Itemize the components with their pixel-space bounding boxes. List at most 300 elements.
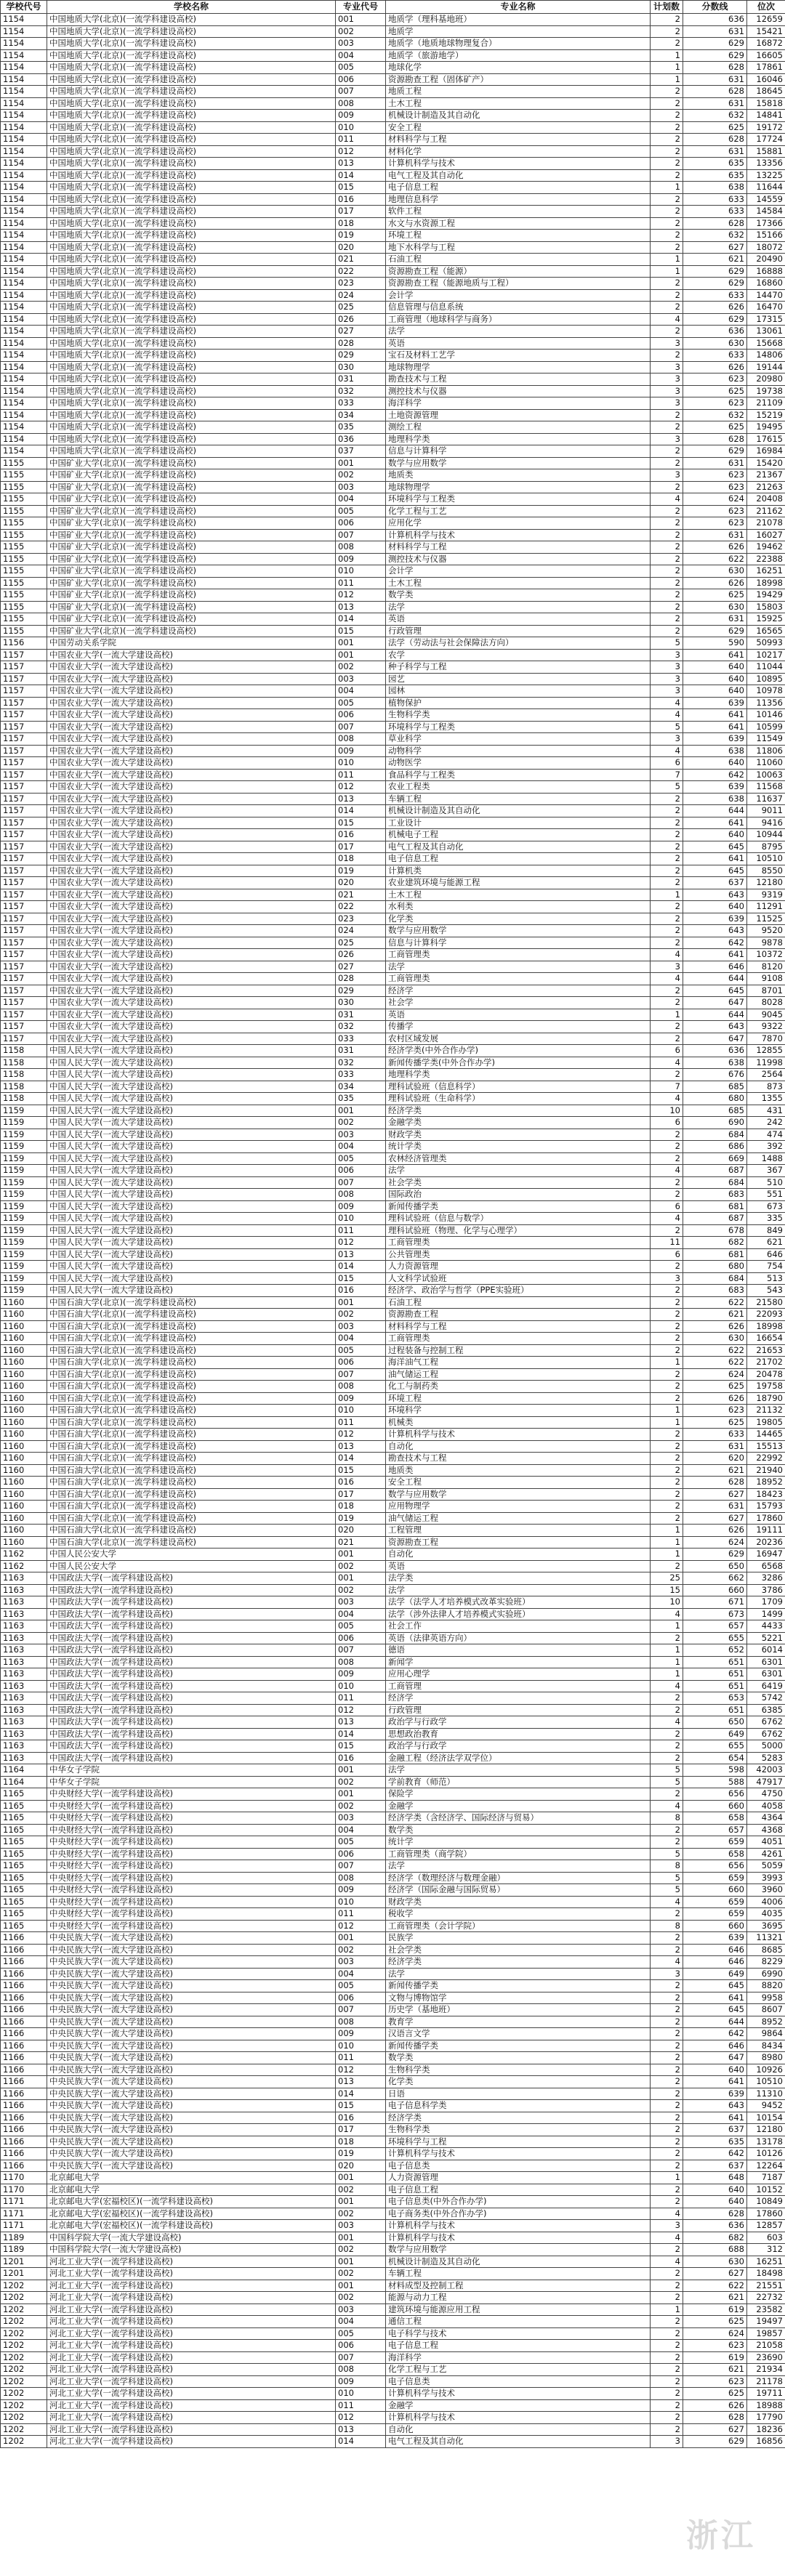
plan-count-cell: 2	[651, 793, 683, 805]
plan-count-cell: 2	[651, 1069, 683, 1081]
plan-count-cell: 5	[651, 1848, 683, 1860]
table-row	[1, 2351, 785, 2364]
school-code-cell: 1166	[1, 1980, 47, 1992]
major-code-cell: 005	[336, 697, 386, 709]
table-row	[1, 326, 785, 338]
plan-count-cell: 2	[651, 1944, 683, 1956]
table-row	[1, 302, 785, 314]
score-line-cell: 660	[683, 1584, 747, 1596]
rank-cell: 18988	[747, 2399, 785, 2412]
table-row	[1, 1189, 785, 1201]
plan-count-cell: 1	[651, 265, 683, 278]
score-line-cell: 622	[683, 1344, 747, 1357]
score-line-cell: 681	[683, 1248, 747, 1261]
school-name-cell: 河北工业大学(一流学科建设高校)	[47, 2388, 336, 2400]
major-name-cell: 自动化	[386, 2423, 651, 2436]
major-name-cell: 资源勘查工程（固体矿产）	[386, 73, 651, 86]
score-line-cell: 626	[683, 577, 747, 589]
score-line-cell: 628	[683, 433, 747, 445]
school-code-cell: 1165	[1, 1812, 47, 1825]
school-name-cell: 中央民族大学(一流大学建设高校)	[47, 2064, 336, 2076]
school-name-cell: 中国地质大学(北京)(一流学科建设高校)	[47, 217, 336, 230]
rank-cell: 6385	[747, 1704, 785, 1716]
school-code-cell: 1202	[1, 2436, 47, 2448]
school-name-cell: 中央民族大学(一流大学建设高校)	[47, 2112, 336, 2124]
major-code-cell: 010	[336, 121, 386, 134]
rank-cell: 9011	[747, 805, 785, 817]
school-name-cell: 中国地质大学(北京)(一流学科建设高校)	[47, 206, 336, 218]
table-row	[1, 206, 785, 218]
major-code-cell: 019	[336, 1512, 386, 1525]
major-name-cell: 经济学、政治学与哲学（PPE实验班）	[386, 1285, 651, 1297]
rank-cell: 20236	[747, 1536, 785, 1549]
score-line-cell: 640	[683, 757, 747, 770]
major-name-cell: 材料科学与工程	[386, 134, 651, 146]
plan-count-cell: 4	[651, 1093, 683, 1105]
major-code-cell: 020	[336, 1525, 386, 1537]
school-code-cell: 1163	[1, 1716, 47, 1729]
rank-cell: 15818	[747, 97, 785, 110]
table-row	[1, 1392, 785, 1405]
table-row	[1, 1429, 785, 1441]
rank-cell: 9108	[747, 973, 785, 985]
school-code-cell: 1160	[1, 1429, 47, 1441]
score-line-cell: 683	[683, 1285, 747, 1297]
major-code-cell: 003	[336, 1596, 386, 1609]
plan-count-cell: 2	[651, 2388, 683, 2400]
score-line-cell: 621	[683, 2364, 747, 2376]
rank-cell: 10944	[747, 829, 785, 841]
school-name-cell: 中国石油大学(北京)(一流学科建设高校)	[47, 1296, 336, 1309]
major-code-cell: 010	[336, 1405, 386, 1417]
major-name-cell: 新闻传播学类	[386, 1200, 651, 1213]
major-code-cell: 007	[336, 721, 386, 733]
table-row	[1, 1932, 785, 1945]
school-code-cell: 1165	[1, 1920, 47, 1932]
school-name-cell: 中央财经大学(一流学科建设高校)	[47, 1848, 336, 1860]
rank-cell: 13178	[747, 2136, 785, 2148]
school-code-cell: 1155	[1, 457, 47, 469]
table-row	[1, 2040, 785, 2052]
school-code-cell: 1154	[1, 14, 47, 26]
table-body	[1, 14, 785, 2448]
school-name-cell: 中国矿业大学(北京)(一流学科建设高校)	[47, 601, 336, 613]
school-name-cell: 中国石油大学(北京)(一流学科建设高校)	[47, 1488, 336, 1501]
rank-cell: 19495	[747, 421, 785, 434]
table-row	[1, 2436, 785, 2448]
school-code-cell: 1159	[1, 1248, 47, 1261]
major-code-cell: 005	[336, 1152, 386, 1165]
school-name-cell: 中央财经大学(一流学科建设高校)	[47, 1884, 336, 1897]
table-row	[1, 1381, 785, 1393]
score-line-cell: 684	[683, 1128, 747, 1141]
major-name-cell: 环境工程	[386, 1392, 651, 1405]
score-line-cell: 671	[683, 1596, 747, 1609]
plan-count-cell: 4	[651, 697, 683, 709]
rank-cell: 11060	[747, 757, 785, 770]
major-code-cell: 015	[336, 1464, 386, 1477]
score-line-cell: 623	[683, 397, 747, 410]
rank-cell: 8685	[747, 1944, 785, 1956]
score-line-cell: 628	[683, 1477, 747, 1489]
school-name-cell: 中国地质大学(北京)(一流学科建设高校)	[47, 25, 336, 38]
score-line-cell: 626	[683, 2399, 747, 2412]
major-name-cell: 电子信息类	[386, 2160, 651, 2172]
score-line-cell: 658	[683, 1848, 747, 1860]
rank-cell: 18236	[747, 2423, 785, 2436]
score-line-cell: 656	[683, 1788, 747, 1801]
plan-count-cell: 2	[651, 1368, 683, 1381]
plan-count-cell: 4	[651, 1165, 683, 1177]
table-row	[1, 2232, 785, 2244]
rank-cell: 474	[747, 1128, 785, 1141]
score-line-cell: 637	[683, 2124, 747, 2136]
school-name-cell: 中央民族大学(一流大学建设高校)	[47, 2016, 336, 2028]
school-name-cell: 中央民族大学(一流大学建设高校)	[47, 2100, 336, 2112]
school-code-cell: 1159	[1, 1213, 47, 1225]
school-name-cell: 中国人民大学(一流大学建设高校)	[47, 1045, 336, 1057]
plan-count-cell: 2	[651, 913, 683, 925]
plan-count-cell: 10	[651, 1596, 683, 1609]
major-code-cell: 011	[336, 1692, 386, 1705]
score-line-cell: 681	[683, 1200, 747, 1213]
school-code-cell: 1165	[1, 1872, 47, 1884]
score-line-cell: 624	[683, 1368, 747, 1381]
plan-count-cell: 5	[651, 1884, 683, 1897]
school-code-cell: 1154	[1, 169, 47, 182]
major-name-cell: 测绘工程	[386, 421, 651, 434]
major-name-cell: 地质类	[386, 1464, 651, 1477]
table-row	[1, 254, 785, 266]
rank-cell: 367	[747, 1165, 785, 1177]
rank-cell: 20980	[747, 374, 785, 386]
rank-cell: 673	[747, 1200, 785, 1213]
major-code-cell: 003	[336, 1956, 386, 1969]
major-name-cell: 税收学	[386, 1908, 651, 1921]
score-line-cell: 641	[683, 2112, 747, 2124]
table-row	[1, 1344, 785, 1357]
header-major-name: 专业名称	[386, 1, 651, 14]
table-row	[1, 73, 785, 86]
score-line-cell: 626	[683, 1392, 747, 1405]
table-row	[1, 1752, 785, 1764]
score-line-cell: 639	[683, 1932, 747, 1945]
score-line-cell: 643	[683, 2100, 747, 2112]
score-line-cell: 628	[683, 134, 747, 146]
score-line-cell: 687	[683, 1213, 747, 1225]
table-row	[1, 625, 785, 637]
table-row	[1, 1009, 785, 1021]
school-name-cell: 河北工业大学(一流学科建设高校)	[47, 2280, 336, 2292]
plan-count-cell: 4	[651, 1608, 683, 1620]
major-code-cell: 004	[336, 1824, 386, 1836]
school-code-cell: 1164	[1, 1764, 47, 1777]
table-row	[1, 1357, 785, 1369]
score-line-cell: 619	[683, 2351, 747, 2364]
major-name-cell: 海洋科学	[386, 397, 651, 410]
school-code-cell: 1160	[1, 1392, 47, 1405]
plan-count-cell: 3	[651, 649, 683, 661]
plan-count-cell: 2	[651, 278, 683, 290]
score-line-cell: 647	[683, 1033, 747, 1045]
plan-count-cell: 1	[651, 1549, 683, 1561]
major-name-cell: 土木工程	[386, 577, 651, 589]
major-name-cell: 公共管理类	[386, 1248, 651, 1261]
major-name-cell: 人力资源管理	[386, 1261, 651, 1273]
school-code-cell: 1166	[1, 2064, 47, 2076]
rank-cell: 8028	[747, 997, 785, 1009]
rank-cell: 14841	[747, 110, 785, 122]
major-code-cell: 009	[336, 110, 386, 122]
school-name-cell: 河北工业大学(一流学科建设高校)	[47, 2436, 336, 2448]
major-name-cell: 计算机科学与技术	[386, 2148, 651, 2160]
major-name-cell: 数学类	[386, 1824, 651, 1836]
score-line-cell: 656	[683, 1860, 747, 1873]
rank-cell: 16888	[747, 265, 785, 278]
major-code-cell: 010	[336, 2388, 386, 2400]
rank-cell: 4433	[747, 1620, 785, 1633]
school-code-cell: 1154	[1, 421, 47, 434]
plan-count-cell: 2	[651, 1992, 683, 2004]
plan-count-cell: 2	[651, 2423, 683, 2436]
rank-cell: 1709	[747, 1596, 785, 1609]
table-row	[1, 1656, 785, 1668]
table-row	[1, 169, 785, 182]
table-row	[1, 613, 785, 626]
school-name-cell: 中国政法大学(一流学科建设高校)	[47, 1572, 336, 1585]
school-name-cell: 中央民族大学(一流大学建设高校)	[47, 2124, 336, 2136]
school-code-cell: 1154	[1, 145, 47, 158]
table-row	[1, 1596, 785, 1609]
major-name-cell: 农学	[386, 649, 651, 661]
school-name-cell: 中国石油大学(北京)(一流学科建设高校)	[47, 1429, 336, 1441]
rank-cell: 17861	[747, 62, 785, 74]
school-code-cell: 1163	[1, 1704, 47, 1716]
rank-cell: 6419	[747, 1680, 785, 1692]
school-code-cell: 1163	[1, 1740, 47, 1753]
rank-cell: 4364	[747, 1812, 785, 1825]
score-line-cell: 646	[683, 1944, 747, 1956]
table-row	[1, 1776, 785, 1788]
score-line-cell: 624	[683, 2327, 747, 2340]
school-code-cell: 1154	[1, 62, 47, 74]
table-row	[1, 1285, 785, 1297]
rank-cell: 14559	[747, 193, 785, 206]
school-name-cell: 中国石油大学(北京)(一流学科建设高校)	[47, 1357, 336, 1369]
plan-count-cell: 5	[651, 721, 683, 733]
major-name-cell: 农村区域发展	[386, 1033, 651, 1045]
school-name-cell: 中国地质大学(北京)(一流学科建设高校)	[47, 62, 336, 74]
school-code-cell: 1163	[1, 1620, 47, 1633]
major-name-cell: 环境科学与工程类	[386, 721, 651, 733]
table-row	[1, 2148, 785, 2160]
plan-count-cell: 2	[651, 529, 683, 541]
major-name-cell: 自动化	[386, 1549, 651, 1561]
major-code-cell: 007	[336, 86, 386, 98]
major-code-cell: 001	[336, 1932, 386, 1945]
table-row	[1, 877, 785, 889]
school-code-cell: 1154	[1, 134, 47, 146]
school-code-cell: 1157	[1, 985, 47, 997]
school-code-cell: 1154	[1, 361, 47, 374]
plan-count-cell: 2	[651, 925, 683, 937]
major-name-cell: 计算机类	[386, 865, 651, 877]
plan-count-cell: 2	[651, 134, 683, 146]
major-name-cell: 经济学类(中外合作办学)	[386, 1045, 651, 1057]
major-code-cell: 001	[336, 1105, 386, 1117]
table-row	[1, 1740, 785, 1753]
plan-count-cell: 4	[651, 949, 683, 961]
major-code-cell: 012	[336, 1237, 386, 1249]
school-code-cell: 1166	[1, 1932, 47, 1945]
score-line-cell: 682	[683, 1237, 747, 1249]
plan-count-cell: 25	[651, 1572, 683, 1585]
table-row	[1, 829, 785, 841]
major-name-cell: 测控技术与仪器	[386, 553, 651, 565]
plan-count-cell: 2	[651, 517, 683, 530]
table-row	[1, 1704, 785, 1716]
school-name-cell: 中国人民大学(一流大学建设高校)	[47, 1200, 336, 1213]
table-row	[1, 901, 785, 913]
rank-cell: 849	[747, 1224, 785, 1237]
rank-cell: 19857	[747, 2327, 785, 2340]
score-line-cell: 640	[683, 673, 747, 685]
plan-count-cell: 3	[651, 433, 683, 445]
school-code-cell: 1158	[1, 1069, 47, 1081]
major-name-cell: 信息管理与信息系统	[386, 302, 651, 314]
score-line-cell: 626	[683, 541, 747, 554]
table-row	[1, 1105, 785, 1117]
school-code-cell: 1155	[1, 529, 47, 541]
major-name-cell: 自动化	[386, 1440, 651, 1453]
rank-cell: 18645	[747, 86, 785, 98]
table-row	[1, 2004, 785, 2016]
rank-cell: 603	[747, 2232, 785, 2244]
rank-cell: 15925	[747, 613, 785, 626]
plan-count-cell: 2	[651, 457, 683, 469]
school-code-cell: 1202	[1, 2388, 47, 2400]
rank-cell: 19144	[747, 361, 785, 374]
plan-count-cell: 2	[651, 1285, 683, 1297]
school-name-cell: 北京邮电大学(宏福校区)(一流学科建设高校)	[47, 2208, 336, 2220]
table-row	[1, 1176, 785, 1189]
school-name-cell: 河北工业大学(一流学科建设高校)	[47, 2399, 336, 2412]
school-name-cell: 中国矿业大学(北京)(一流学科建设高校)	[47, 505, 336, 517]
major-code-cell: 032	[336, 385, 386, 397]
rank-cell: 9452	[747, 2100, 785, 2112]
score-line-cell: 636	[683, 1045, 747, 1057]
major-name-cell: 信息与计算科学	[386, 937, 651, 949]
school-code-cell: 1165	[1, 1788, 47, 1801]
major-name-cell: 经济学类	[386, 2112, 651, 2124]
score-line-cell: 644	[683, 1009, 747, 1021]
major-name-cell: 数学与应用数学	[386, 925, 651, 937]
major-name-cell: 地理科学类	[386, 1069, 651, 1081]
rank-cell: 13225	[747, 169, 785, 182]
school-code-cell: 1189	[1, 2232, 47, 2244]
table-row	[1, 1128, 785, 1141]
major-name-cell: 机械设计制造及其自动化	[386, 805, 651, 817]
major-name-cell: 化学类	[386, 2076, 651, 2088]
table-row	[1, 1200, 785, 1213]
rank-cell: 510	[747, 1176, 785, 1189]
plan-count-cell: 4	[651, 2208, 683, 2220]
table-row	[1, 421, 785, 434]
rank-cell: 3960	[747, 1884, 785, 1897]
table-row	[1, 697, 785, 709]
major-code-cell: 003	[336, 1128, 386, 1141]
plan-count-cell: 2	[651, 2028, 683, 2040]
school-name-cell: 中国农业大学(一流大学建设高校)	[47, 721, 336, 733]
major-name-cell: 园艺	[386, 673, 651, 685]
plan-count-cell: 2	[651, 193, 683, 206]
school-name-cell: 中国政法大学(一流学科建设高校)	[47, 1608, 336, 1620]
rank-cell: 6014	[747, 1644, 785, 1657]
score-line-cell: 629	[683, 49, 747, 62]
score-line-cell: 628	[683, 86, 747, 98]
table-row	[1, 577, 785, 589]
major-name-cell: 勘查技术与工程	[386, 374, 651, 386]
table-row	[1, 745, 785, 757]
major-name-cell: 园林	[386, 685, 651, 698]
school-name-cell: 中国人民大学(一流大学建设高校)	[47, 1128, 336, 1141]
school-code-cell: 1154	[1, 385, 47, 397]
school-code-cell: 1154	[1, 313, 47, 326]
plan-count-cell: 2	[651, 613, 683, 626]
school-code-cell: 1160	[1, 1440, 47, 1453]
school-name-cell: 中国农业大学(一流大学建设高校)	[47, 877, 336, 889]
major-name-cell: 财政学类	[386, 1896, 651, 1908]
school-name-cell: 中国地质大学(北京)(一流学科建设高校)	[47, 445, 336, 458]
major-code-cell: 022	[336, 901, 386, 913]
score-line-cell: 653	[683, 1692, 747, 1705]
major-name-cell: 环境科学与工程	[386, 2136, 651, 2148]
table-row	[1, 565, 785, 578]
plan-count-cell: 2	[651, 2280, 683, 2292]
plan-count-cell: 3	[651, 361, 683, 374]
rank-cell: 21178	[747, 2375, 785, 2388]
school-code-cell: 1163	[1, 1596, 47, 1609]
school-code-cell: 1166	[1, 1968, 47, 1980]
plan-count-cell: 2	[651, 505, 683, 517]
school-code-cell: 1154	[1, 97, 47, 110]
table-row	[1, 2112, 785, 2124]
table-row	[1, 121, 785, 134]
plan-count-cell: 2	[651, 1128, 683, 1141]
table-row	[1, 1501, 785, 1513]
score-line-cell: 685	[683, 1081, 747, 1093]
school-name-cell: 中国人民大学(一流大学建设高校)	[47, 1237, 336, 1249]
plan-count-cell: 2	[651, 1429, 683, 1441]
major-code-cell: 016	[336, 1285, 386, 1297]
rank-cell: 15793	[747, 1501, 785, 1513]
plan-count-cell: 2	[651, 1033, 683, 1045]
school-name-cell: 中国政法大学(一流学科建设高校)	[47, 1716, 336, 1729]
plan-count-cell: 3	[651, 1968, 683, 1980]
major-name-cell: 安全工程	[386, 121, 651, 134]
school-code-cell: 1157	[1, 949, 47, 961]
major-name-cell: 材料成型及控制工程	[386, 2280, 651, 2292]
school-name-cell: 中国人民公安大学	[47, 1549, 336, 1561]
major-name-cell: 测控技术与仪器	[386, 385, 651, 397]
major-code-cell: 014	[336, 2436, 386, 2448]
plan-count-cell: 1	[651, 254, 683, 266]
table-row	[1, 961, 785, 973]
rank-cell: 21263	[747, 481, 785, 493]
major-name-cell: 机械电子工程	[386, 829, 651, 841]
major-code-cell: 006	[336, 2340, 386, 2352]
plan-count-cell: 2	[651, 829, 683, 841]
